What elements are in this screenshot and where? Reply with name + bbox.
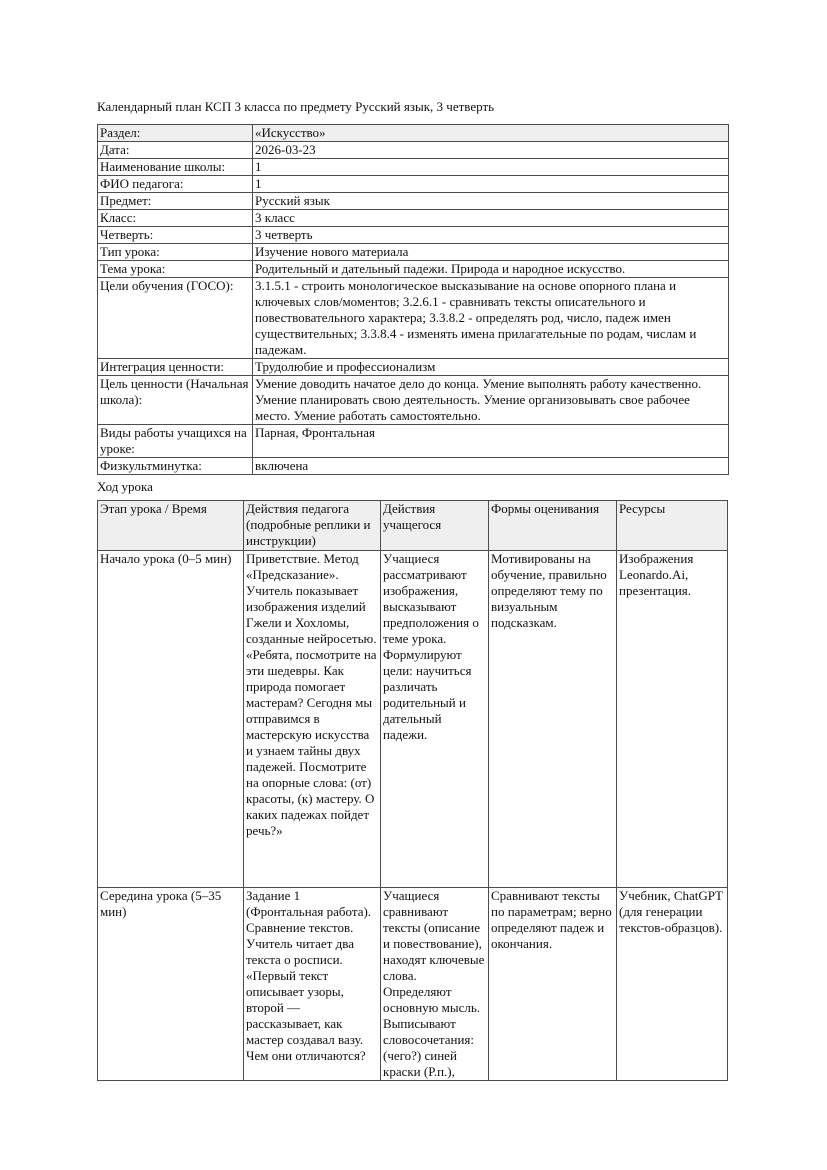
info-value-work-types: Парная, Фронтальная (253, 425, 729, 458)
cell-resources: Учебник, ChatGPT (для генерации текстов-образцов). (617, 888, 728, 1081)
info-value-quarter: 3 четверть (253, 227, 729, 244)
cell-teacher-actions: Приветствие. Метод «Предсказание». Учитель показывает изображения изделий Гжели и Хохломы, созданные нейросетью. «Ребята, посмотрите на эти шедевры. Как природа помогает мастерам? Сегодня мы отправимся в мастерскую искусства и узнаем тайны двух падежей. Посмотрите на опорные слова: (от) красоты, (к) мастеру. О каких падежах пойдет речь?» (244, 551, 381, 888)
info-value-value-goal: Умение доводить начатое дело до конца. Умение выполнять работу качественно. Умение планировать свою деятельность. Умение организовывать свое рабочее место. Умение работать самостоятельно. (253, 376, 729, 425)
column-header-stage: Этап урока / Время (98, 501, 244, 551)
info-value-values-integration: Трудолюбие и профессионализм (253, 359, 729, 376)
table-row (98, 458, 729, 475)
lesson-info-table (97, 124, 729, 475)
info-value-subject: Русский язык (253, 193, 729, 210)
info-value-lesson-type: Изучение нового материала (253, 244, 729, 261)
info-value-school: 1 (253, 159, 729, 176)
column-header-teacher-actions: Действия педагога (подробные реплики и инструкции) (244, 501, 381, 551)
cell-assessment: Сравнивают тексты по параметрам; верно определяют падеж и окончания. (489, 888, 617, 1081)
info-value-goals: 3.1.5.1 - строить монологическое высказывание на основе опорного плана и ключевых слов/моментов; 3.2.6.1 - сравнивать тексты описательного и повествовательного характера; 3.3.8.2 - определять род, число, падеж имен существительных; 3.3.8.4 - изменять имена прилагательные по родам, числам и падежам. (253, 278, 729, 359)
info-label-razdel: Раздел: (98, 125, 253, 142)
info-label-goals: Цели обучения (ГОСО): (98, 278, 253, 359)
info-label-teacher-name: ФИО педагога: (98, 176, 253, 193)
info-label-quarter: Четверть: (98, 227, 253, 244)
table-row (98, 176, 729, 193)
info-label-school: Наименование школы: (98, 159, 253, 176)
cell-stage: Начало урока (0–5 мин) (98, 551, 244, 888)
table-row (98, 376, 729, 425)
info-label-phys-minute: Физкультминутка: (98, 458, 253, 475)
table-row (98, 261, 729, 278)
info-value-phys-minute: включена (253, 458, 729, 475)
info-label-subject: Предмет: (98, 193, 253, 210)
table-row (98, 193, 729, 210)
info-label-class: Класс: (98, 210, 253, 227)
cell-stage: Середина урока (5–35 мин) (98, 888, 244, 1081)
cell-student-actions: Учащиеся сравнивают тексты (описание и повествование), находят ключевые слова. Определяют основную мысль. Выписывают словосочетания: (чего?) синей краски (Р.п.), (381, 888, 489, 1081)
cell-resources: Изображения Leonardo.Ai, презентация. (617, 551, 728, 888)
info-label-values-integration: Интеграция ценности: (98, 359, 253, 376)
lesson-stages-table (97, 500, 728, 1081)
cell-student-actions: Учащиеся рассматривают изображения, высказывают предположения о теме урока. Формулируют цели: научиться различать родительный и дательный падежи. (381, 551, 489, 888)
table-row (98, 125, 729, 142)
info-value-teacher-name: 1 (253, 176, 729, 193)
document-page (97, 99, 728, 1081)
table-row (98, 227, 729, 244)
info-value-razdel: «Искусство» (253, 125, 729, 142)
info-label-lesson-type: Тип урока: (98, 244, 253, 261)
table-row-lesson-begin (98, 551, 728, 888)
info-label-date: Дата: (98, 142, 253, 159)
table-row (98, 159, 729, 176)
info-value-class: 3 класс (253, 210, 729, 227)
info-value-lesson-theme: Родительный и дательный падежи. Природа и народное искусство. (253, 261, 729, 278)
table-row (98, 142, 729, 159)
cell-teacher-actions: Задание 1 (Фронтальная работа). Сравнение текстов. Учитель читает два текста о росписи. «Первый текст описывает узоры, второй — рассказывает, как мастер создавал вазу. Чем они отличаются? (244, 888, 381, 1081)
table-row-lesson-middle (98, 888, 728, 1081)
table-row (98, 278, 729, 359)
info-value-date: 2026-03-23 (253, 142, 729, 159)
info-label-work-types: Виды работы учащихся на уроке: (98, 425, 253, 458)
section-heading-lesson-course: Ход урока (97, 479, 153, 494)
info-label-value-goal: Цель ценности (Начальная школа): (98, 376, 253, 425)
table-row (98, 359, 729, 376)
column-header-resources: Ресурсы (617, 501, 728, 551)
column-header-student-actions: Действия учащегося (381, 501, 489, 551)
cell-assessment: Мотивированы на обучение, правильно определяют тему по визуальным подсказкам. (489, 551, 617, 888)
table-header-row (98, 501, 728, 551)
table-row (98, 210, 729, 227)
info-label-lesson-theme: Тема урока: (98, 261, 253, 278)
page-title: Календарный план КСП 3 класса по предмету Русский язык, 3 четверть (97, 99, 495, 114)
column-header-assessment: Формы оценивания (489, 501, 617, 551)
table-row (98, 425, 729, 458)
table-row (98, 244, 729, 261)
